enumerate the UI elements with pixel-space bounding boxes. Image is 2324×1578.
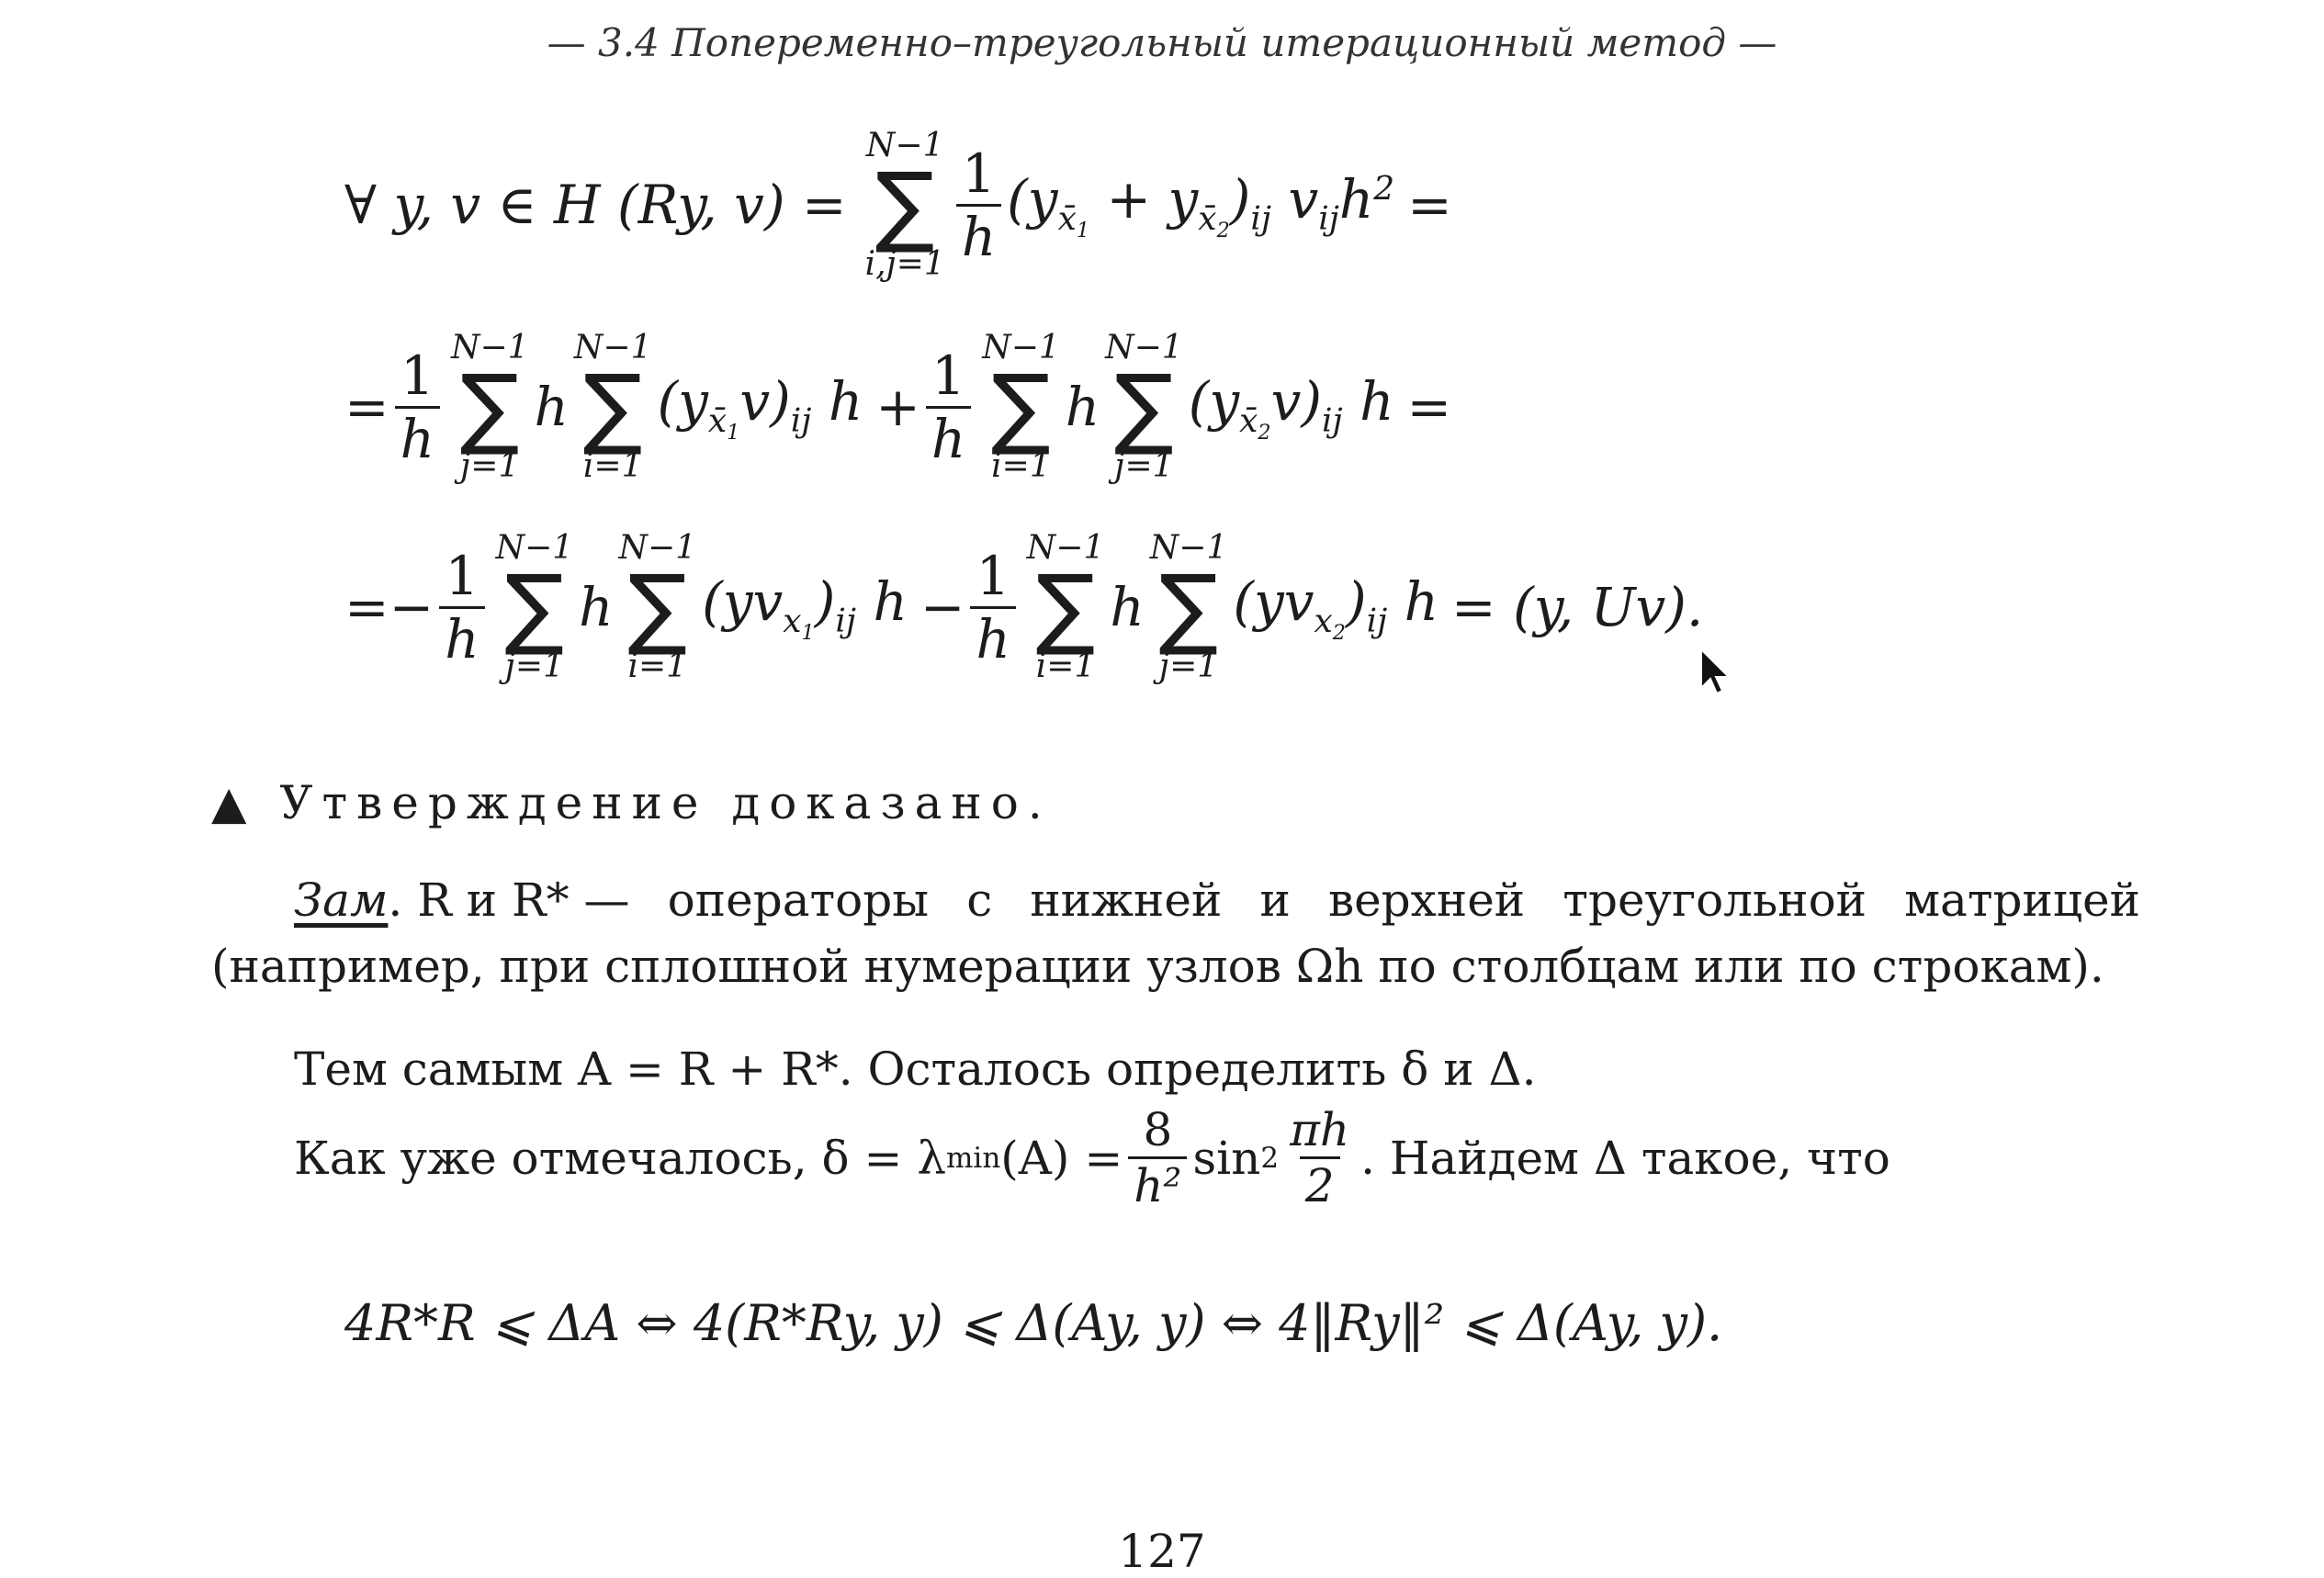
derivation-line-3: = − $\frac{1}{h}$ N−1 ∑ j=1 h N−1 ∑ i=1 $(yv_{x_1})_{ij}$ h − $\frac{1}{h}$ N−1 ∑ i=1 h N−1 ∑ j=1 $(yv_{x_2})_{ij}$ h = (y, Uv). bbox=[344, 529, 1704, 685]
fraction-1-over-h: $\frac{1}{h}$ bbox=[956, 147, 1001, 264]
remark-word: нижней bbox=[1030, 874, 1223, 927]
remark-word: и bbox=[1259, 874, 1291, 927]
remark-word: матрицей bbox=[1904, 874, 2140, 927]
proof-end-text: Утверждение доказано. bbox=[279, 776, 1052, 829]
derivation-line-2: = $\frac{1}{h}$ N−1 ∑ j=1 h N−1 ∑ i=1 $(y_{x̄_1}v)_{ij}$ h + $\frac{1}{h}$ N−1 ∑ i=1 h N−1 ∑ j=1 $(y_{x̄_2}v)_{ij}$ h = bbox=[344, 329, 1452, 485]
remark-paragraph bbox=[211, 867, 2140, 999]
sentence-2: Как уже отмечалось, δ = λ min (A) = $\frac{8}{\text{h²}}$ sin 2 $\frac{\pi h}{2}$ . Найдем Δ такое, что bbox=[294, 1103, 1890, 1212]
remark-label: Зам bbox=[294, 874, 389, 927]
line3-end: = (y, Uv). bbox=[1451, 576, 1704, 639]
proof-end bbox=[211, 776, 1052, 829]
remark-word: операторы bbox=[667, 874, 930, 927]
fraction-8-over-h2: $\frac{8}{\text{h²}}$ bbox=[1128, 1107, 1187, 1209]
remark-word: с bbox=[966, 874, 993, 927]
remark-line-2: (например, при сплошной нумерации узлов Ωh по столбцам или по строкам). bbox=[211, 940, 2104, 993]
sum-operator: N−1 ∑ i,j=1 bbox=[864, 127, 945, 283]
sentence-1: Тем самым A = R + R*. Осталось определить δ и Δ. bbox=[294, 1043, 1537, 1096]
running-head: — 3.4 Попеременно–треугольный итерационный метод — bbox=[547, 20, 1777, 65]
remark-word: треугольной bbox=[1562, 874, 1867, 927]
page-number: 127 bbox=[1118, 1525, 1206, 1578]
fraction-pih-over-2: $\frac{\pi h}{2}$ bbox=[1290, 1103, 1350, 1212]
inequality-chain: 4R*R ⩽ ΔA ⇔ 4(R*Ry, y) ⩽ Δ(Ay, y) ⇔ 4‖Ry‖² ⩽ Δ(Ay, y). bbox=[344, 1294, 1723, 1352]
remark-word: верхней bbox=[1327, 874, 1526, 927]
derivation-line-1: ∀ y, v ∈ H (Ry, v) = N−1 ∑ i,j=1 $\frac{1}{h}$ $(y_{x̄_1} + y_{x̄_2})_{ij}$ $v_{ij}h^2$ = bbox=[344, 127, 1452, 283]
remark-word: . R и R* — bbox=[388, 874, 630, 927]
line1-lead: ∀ y, v ∈ H (Ry, v) = bbox=[344, 174, 847, 237]
mouse-cursor-icon bbox=[1699, 648, 1732, 697]
qed-triangle-icon: ▲ bbox=[211, 776, 256, 829]
